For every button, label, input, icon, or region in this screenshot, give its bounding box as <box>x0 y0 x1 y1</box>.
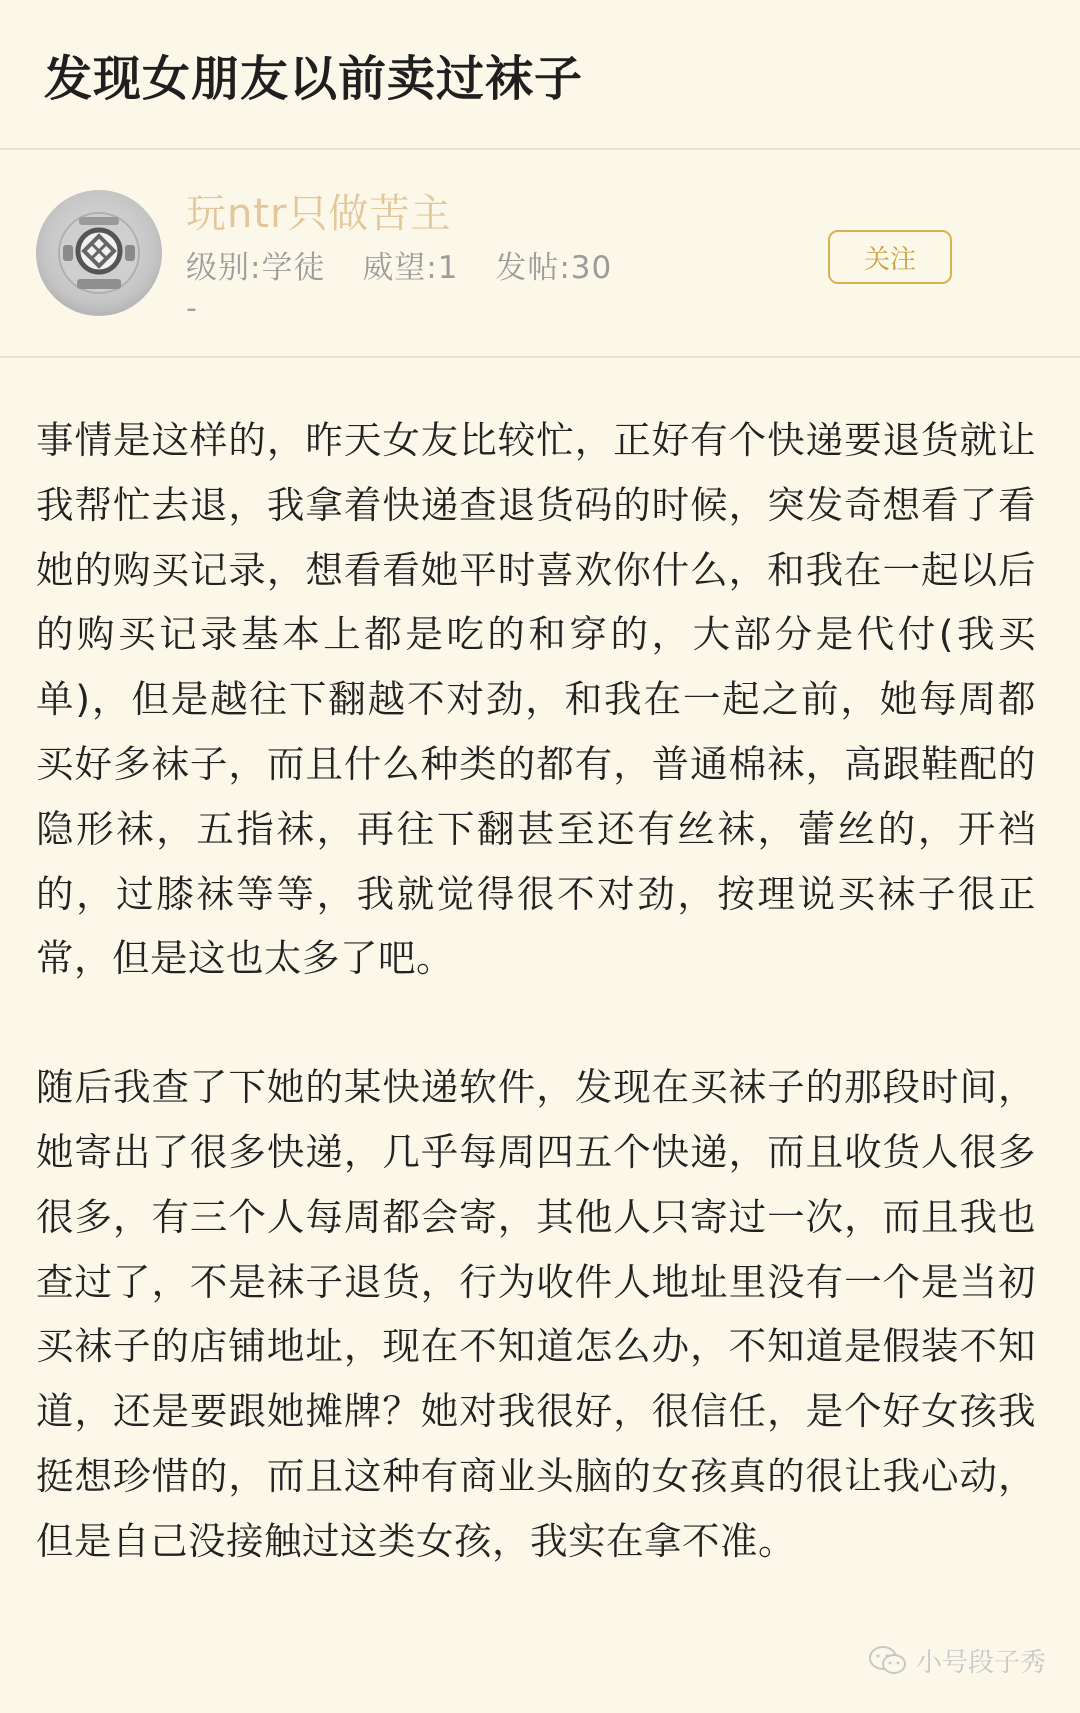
content-paragraph: 随后我查了下她的某快递软件，发现在买袜子的那段时间，她寄出了很多快递，几乎每周四五个快递，而且收货人很多很多，有三个人每周都会寄，其他人只寄过一次，而且我也查过了，不是袜子退货，行为收件人地址里没有一个是当初买袜子的店铺地址，现在不知道怎么办，不知道是假装不知道，还是要跟她摊牌？她对我很好，很信任，是个好女孩我挺想珍惜的，而且这种有商业头脑的女孩真的很让我心动，但是自己没接触过这类女孩，我实在拿不准。 <box>36 1065 1036 1563</box>
title-bar <box>0 0 1080 150</box>
follow-button[interactable]: 关注 <box>828 230 952 284</box>
author-level: 级别:学徒 <box>186 250 326 286</box>
author-username[interactable]: 玩ntr只做苦主 <box>186 191 452 237</box>
wechat-icon <box>868 1645 908 1677</box>
author-reputation: 威望:1 <box>362 250 459 286</box>
watermark <box>868 1642 1046 1679</box>
post-title: 发现女朋友以前卖过袜子 <box>44 50 584 107</box>
author-info <box>186 190 638 324</box>
post-content <box>0 358 1080 1574</box>
content-paragraph: 事情是这样的，昨天女友比较忙，正好有个快递要退货就让我帮忙去退，我拿着快递查退货码的时候，突发奇想看了看她的购买记录，想看看她平时喜欢你什么，和我在一起以后的购买记录基本上都是吃的和穿的，大部分是代付(我买单)，但是越往下翻越不对劲，和我在一起之前，她每周都买好多袜子，而且什么种类的都有，普通棉袜，高跟鞋配的隐形袜，五指袜，再往下翻甚至还有丝袜，蕾丝的，开裆的，过膝袜等等，我就觉得很不对劲，按理说买袜子很正常，但是这也太多了吧。 <box>36 418 1036 981</box>
author-extra: - <box>186 291 197 326</box>
author-row <box>0 150 1080 358</box>
avatar[interactable] <box>36 190 162 316</box>
diving-helmet-icon <box>51 205 147 301</box>
watermark-text: 小号段子秀 <box>915 1648 1046 1678</box>
author-post-count: 发帖:30 <box>495 250 613 286</box>
author-meta <box>186 248 638 288</box>
